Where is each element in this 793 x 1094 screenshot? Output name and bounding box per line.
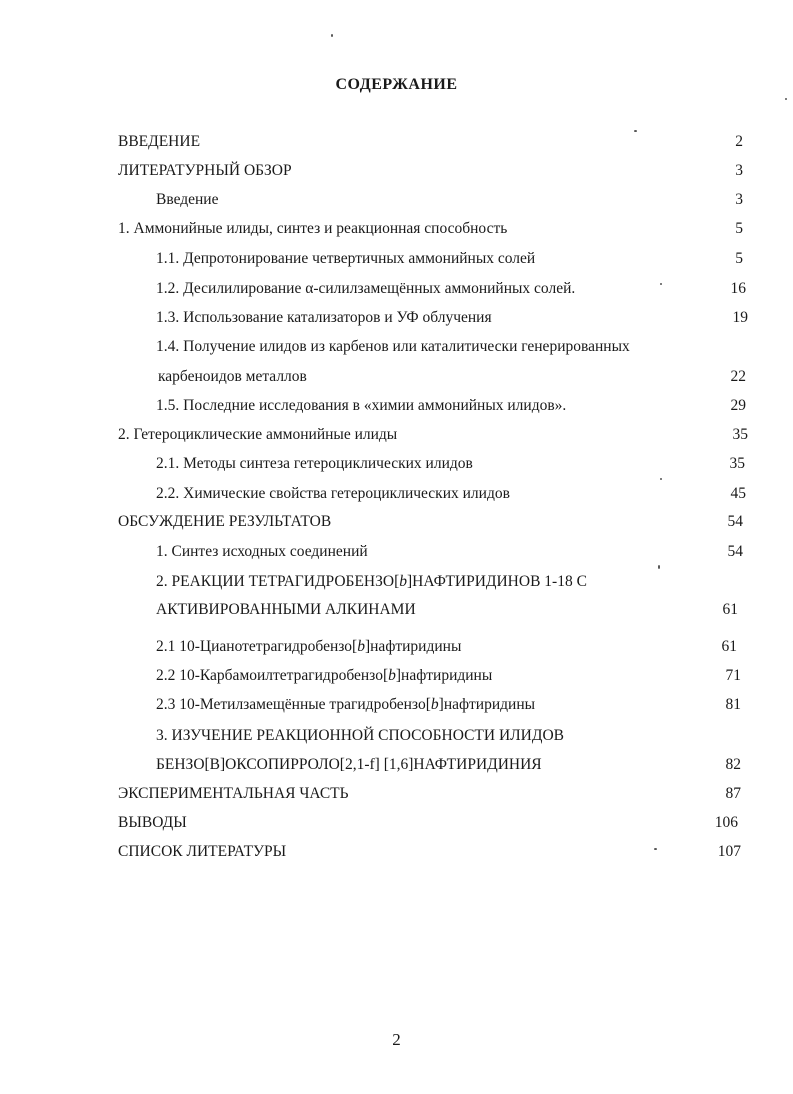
toc-entry-page: 106: [714, 814, 738, 831]
toc-entry: [0, 394, 793, 418]
toc-entry-label: ВВЕДЕНИЕ: [118, 133, 201, 150]
toc-entry-page: 71: [725, 667, 741, 684]
toc-entry-label: 1.3. Использование катализаторов и УФ облучения: [156, 309, 492, 326]
toc-entry-label: 2.1 10-Цианотетрагидробензо[b]нафтиридины: [156, 638, 462, 655]
toc-entry-label: 3. ИЗУЧЕНИЕ РЕАКЦИОННОЙ СПОСОБНОСТИ ИЛИДОВ: [156, 727, 564, 744]
scan-speck: [331, 34, 333, 37]
toc-entry-page: 19: [732, 309, 748, 326]
toc-entry: [0, 782, 793, 806]
toc-entry-page: 3: [735, 191, 743, 208]
toc-entry: [0, 540, 793, 564]
toc-entry: [0, 811, 793, 835]
toc-entry: [0, 510, 793, 534]
scan-speck: [785, 98, 787, 100]
toc-entry-page: 54: [727, 513, 743, 530]
toc-entry: [0, 693, 793, 717]
toc-entry-page: 5: [735, 220, 743, 237]
toc-entry: [0, 724, 793, 748]
toc-entry-label: ОБСУЖДЕНИЕ РЕЗУЛЬТАТОВ: [118, 513, 332, 530]
toc-entry-page: 2: [735, 133, 743, 150]
scan-speck: [660, 283, 662, 285]
scan-speck: [634, 130, 637, 132]
toc-entry: [0, 664, 793, 688]
toc-entry-label: 2.2 10-Карбамоилтетрагидробензо[b]нафтиридины: [156, 667, 493, 684]
toc-entry: [0, 130, 793, 154]
toc-entry: [0, 423, 793, 447]
toc-entry: [0, 247, 793, 271]
toc-entry-label: карбеноидов металлов: [158, 368, 307, 385]
toc-entry: [0, 306, 793, 330]
toc-entry-page: 5: [735, 250, 743, 267]
toc-entry: [0, 840, 793, 864]
toc-entry-page: 61: [721, 638, 737, 655]
toc-entry: [0, 753, 793, 777]
toc-entry-label: ВЫВОДЫ: [118, 814, 187, 831]
toc-entry-page: 87: [725, 785, 741, 802]
toc-entry: [0, 217, 793, 241]
toc-entry: [0, 159, 793, 183]
toc-entry-page: 3: [735, 162, 743, 179]
toc-entry: [0, 635, 793, 659]
toc-entry-label: 2. РЕАКЦИИ ТЕТРАГИДРОБЕНЗО[b]НАФТИРИДИНОВ 1-18 С: [156, 573, 587, 590]
toc-entry-label: ЛИТЕРАТУРНЫЙ ОБЗОР: [118, 162, 292, 179]
toc-entry-label: СПИСОК ЛИТЕРАТУРЫ: [118, 843, 287, 860]
toc-entry-page: 22: [730, 368, 746, 385]
toc-entry: [0, 570, 793, 594]
toc-entry-page: 35: [732, 426, 748, 443]
toc-entry-page: 45: [730, 485, 746, 502]
toc-entry-label: 1. Синтез исходных соединений: [156, 543, 368, 560]
toc-entry: [0, 365, 793, 389]
toc-entry-page: 82: [725, 756, 741, 773]
toc-entry-label: 2.3 10-Метилзамещённые трагидробензо[b]нафтиридины: [156, 696, 536, 713]
page-number: 2: [392, 1030, 401, 1049]
page-title: СОДЕРЖАНИЕ: [335, 76, 458, 93]
toc-entry-label: ЭКСПЕРИМЕНТАЛЬНАЯ ЧАСТЬ: [118, 785, 349, 802]
toc-entry-page: 81: [725, 696, 741, 713]
toc-entry-label: 1.1. Депротонирование четвертичных аммонийных солей: [156, 250, 536, 267]
toc-entry-page: 61: [722, 601, 738, 618]
toc-entry-label: БЕНЗО[B]ОКСОПИРРОЛО[2,1-f] [1,6]НАФТИРИДИНИЯ: [156, 756, 542, 773]
toc-entry-label: 2.1. Методы синтеза гетероциклических илидов: [156, 455, 473, 472]
toc-entry-label: 2.2. Химические свойства гетероциклических илидов: [156, 485, 510, 502]
toc-entry-page: 35: [729, 455, 745, 472]
toc-entry-label: 1. Аммонийные илиды, синтез и реакционная способность: [118, 220, 508, 237]
toc-entry: [0, 598, 793, 622]
toc-entry-label: Введение: [156, 191, 219, 208]
scan-speck: [658, 565, 660, 569]
scan-speck: [654, 848, 657, 850]
toc-entry-page: 107: [717, 843, 741, 860]
toc-entry-page: 54: [727, 543, 743, 560]
toc-entry-page: 29: [730, 397, 746, 414]
toc-entry: [0, 482, 793, 506]
toc-entry-label: 2. Гетероциклические аммонийные илиды: [118, 426, 398, 443]
toc-entry: [0, 452, 793, 476]
toc-entry-label: АКТИВИРОВАННЫМИ АЛКИНАМИ: [156, 601, 416, 618]
toc-entry: [0, 277, 793, 301]
toc-entry: [0, 335, 793, 359]
toc-entry: [0, 188, 793, 212]
toc-entry-label: 1.2. Десилилирование α-силилзамещённых аммонийных солей.: [156, 280, 576, 297]
scan-speck: [660, 478, 662, 480]
toc-entry-label: 1.5. Последние исследования в «химии аммонийных илидов».: [156, 397, 567, 414]
toc-entry-label: 1.4. Получение илидов из карбенов или каталитически генерированных: [156, 338, 630, 355]
toc-entry-page: 16: [730, 280, 746, 297]
